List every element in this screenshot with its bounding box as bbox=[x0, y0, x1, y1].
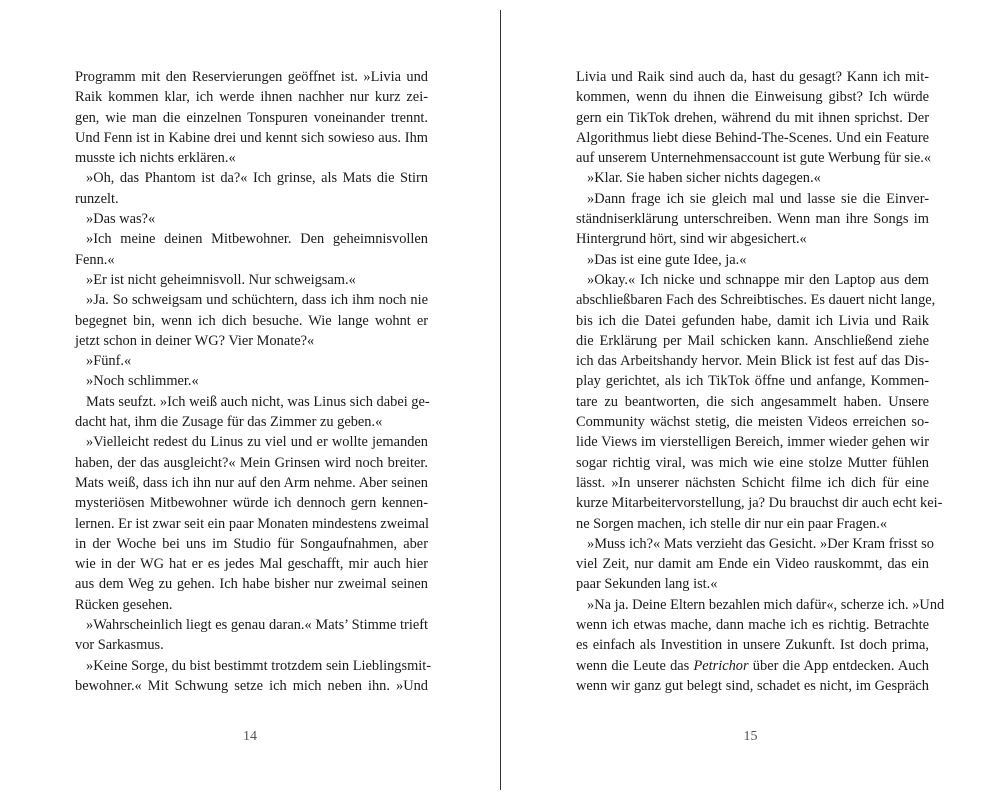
text-line: bewohner.« Mit Schwung setze ich mich neben ihn. »Und bbox=[75, 677, 428, 694]
text-line: »Muss ich?« Mats verzieht das Gesicht. »Der Kram frisst so bbox=[587, 535, 934, 552]
text-line: wenn ich etwas mache, dann mache ich es richtig. Betrachte bbox=[576, 617, 929, 634]
text-line: »Klar. Sie haben sicher nichts dagegen.« bbox=[587, 170, 821, 187]
text-line: auf unserem Unternehmensaccount ist gute Werbung für sie.« bbox=[576, 150, 932, 167]
text-line: Community wächst stetig, die meisten Videos erreichen so- bbox=[576, 414, 929, 431]
text-line: »Na ja. Deine Eltern bezahlen mich dafür«, scherze ich. »Und bbox=[587, 596, 945, 613]
text-line: bis ich die Datei gefunden habe, damit ich Livia und Raik bbox=[576, 312, 929, 329]
text-line: Algorithmus liebt diese Behind-The-Scenes. Und ein Feature bbox=[576, 129, 929, 146]
text-line: Und Fenn ist in Kabine drei und kennt sich sowieso aus. Ihm bbox=[75, 129, 428, 146]
right-page-number: 15 bbox=[743, 729, 758, 744]
text-line: lässt. »In unserer nächsten Schicht filme ich dich für eine bbox=[576, 474, 929, 491]
emphasis-text: Petrichor bbox=[693, 657, 749, 674]
text-line: Livia und Raik sind auch da, hast du gesagt? Kann ich mit- bbox=[576, 69, 929, 85]
text-line: es einfach als Investition in unsere Zukunft. Ist doch prima, bbox=[576, 637, 929, 654]
text-line: Mats seufzt. »Ich weiß auch nicht, was Linus sich dabei ge- bbox=[86, 393, 430, 410]
text-line: die Erklärung per Mail schicken kann. Anschließend ziehe bbox=[576, 332, 929, 349]
text-line: »Okay.« Ich nicke und schnappe mir den Laptop aus dem bbox=[587, 271, 929, 288]
right-page-text bbox=[576, 67, 945, 696]
text-line: wenn wir ganz gut belegt sind, schadet es nicht, im Gespräch bbox=[576, 677, 929, 694]
text-line: »Ja. So schweigsam und schüchtern, dass ich ihm noch nie bbox=[86, 292, 428, 309]
text-line: ich das Arbeitshandy hervor. Mein Blick ist fest auf das Dis- bbox=[576, 353, 929, 370]
text-line: kommen, wenn du ihnen die Einweisung gibst? Ich würde bbox=[576, 89, 929, 106]
left-page-number: 14 bbox=[243, 729, 257, 744]
text-line: Fenn.« bbox=[75, 251, 115, 268]
text-line: haben, der das ausgleicht?« Mein Grinsen wird noch breiter. bbox=[75, 454, 428, 471]
text-line: »Keine Sorge, du bist bestimmt trotzdem sein Lieblingsmit- bbox=[86, 657, 432, 674]
text-line: paar Sekunden lang ist.« bbox=[576, 576, 718, 593]
text-line: »Ich meine deinen Mitbewohner. Den geheimnisvollen bbox=[86, 231, 428, 248]
text-line: »Fünf.« bbox=[86, 353, 132, 370]
text-line: »Vielleicht redest du Linus zu viel und er wollte jemanden bbox=[86, 434, 428, 451]
right-page bbox=[501, 0, 1000, 800]
text-line: kurze Mitarbeitervorstellung, ja? Du brauchst dir auch echt kei- bbox=[576, 495, 943, 512]
text-line: aus dem Weg zu gehen. Ich habe bisher nur zweimal seinen bbox=[75, 576, 428, 593]
text-line: Rücken gesehen. bbox=[75, 596, 173, 613]
text-line: »Das ist eine gute Idee, ja.« bbox=[587, 251, 747, 268]
text-line: in der Woche bei uns im Studio für Songaufnahmen, aber bbox=[75, 535, 428, 552]
text-line: »Noch schlimmer.« bbox=[86, 373, 199, 390]
text-line: »Dann frage ich sie gleich mal und lasse sie die Einver- bbox=[587, 190, 929, 207]
text-line: vor Sarkasmus. bbox=[75, 637, 164, 654]
text-line: »Er ist nicht geheimnisvoll. Nur schweigsam.« bbox=[86, 271, 356, 288]
text-line: dacht hat, ihm die Zusage für das Zimmer zu geben.« bbox=[75, 414, 383, 431]
text-line: wenn die Leute das Petrichor über die App entdecken. Auch bbox=[576, 657, 929, 674]
text-line: play gerichtet, als ich TikTok öffne und anfange, Kommen- bbox=[576, 373, 929, 390]
text-line: runzelt. bbox=[75, 190, 119, 207]
text-line: abschließbaren Fach des Schreibtisches. Es dauert nicht lange, bbox=[576, 292, 936, 309]
text-line: ne Sorgen machen, ich stelle dir nur ein paar Fragen.« bbox=[576, 515, 888, 532]
text-line: Programm mit den Reservierungen geöffnet ist. »Livia und bbox=[75, 69, 428, 85]
text-line: mysteriösen Mitbewohner würde ich dennoch gern kennen- bbox=[75, 495, 428, 512]
left-page-text bbox=[75, 67, 432, 696]
text-line: sogar richtig viral, was mich wie eine stolze Mutter fühlen bbox=[576, 454, 929, 471]
text-line: lide Views im vierstelligen Bereich, immer wieder gehen wir bbox=[576, 434, 929, 451]
text-line: Hintergrund hört, sind wir abgesichert.« bbox=[576, 231, 807, 248]
text-line: Raik kommen klar, ich werde ihnen nachher nur kurz zei- bbox=[75, 89, 428, 106]
text-line: tare zu beantworten, die sich angesammelt haben. Unsere bbox=[576, 393, 929, 410]
text-line: jetzt schon in deiner WG? Vier Monate?« bbox=[75, 332, 315, 349]
text-line: musste ich nichts erklären.« bbox=[75, 150, 236, 167]
text-line: »Oh, das Phantom ist da?« Ich grinse, als Mats die Stirn bbox=[86, 170, 428, 187]
text-line: gen, wie man die einzelnen Tonspuren voneinander trennt. bbox=[75, 109, 428, 126]
text-line: »Wahrscheinlich liegt es genau daran.« Mats’ Stimme trieft bbox=[86, 617, 428, 634]
text-line: viel Zeit, nur damit am Ende ein Video rauskommt, das ein bbox=[576, 556, 929, 573]
text-line: Mats weiß, dass ich ihn nur auf den Arm nehme. Aber seinen bbox=[75, 474, 428, 491]
text-line: wie in der WG hat er es jedes Mal geschafft, mir auch hier bbox=[75, 556, 428, 573]
text-line: gern ein TikTok drehen, während du mit ihnen sprichst. Der bbox=[576, 109, 929, 126]
text-line: »Das was?« bbox=[86, 211, 156, 228]
text-line: begegnet bin, wenn ich dich besuche. Wie lange wohnt er bbox=[75, 312, 428, 329]
text-line: lernen. Er ist zwar seit ein paar Monaten mindestens zweimal bbox=[75, 515, 430, 532]
text-line: ständniserklärung unterschreiben. Wenn man ihre Songs im bbox=[576, 211, 929, 228]
